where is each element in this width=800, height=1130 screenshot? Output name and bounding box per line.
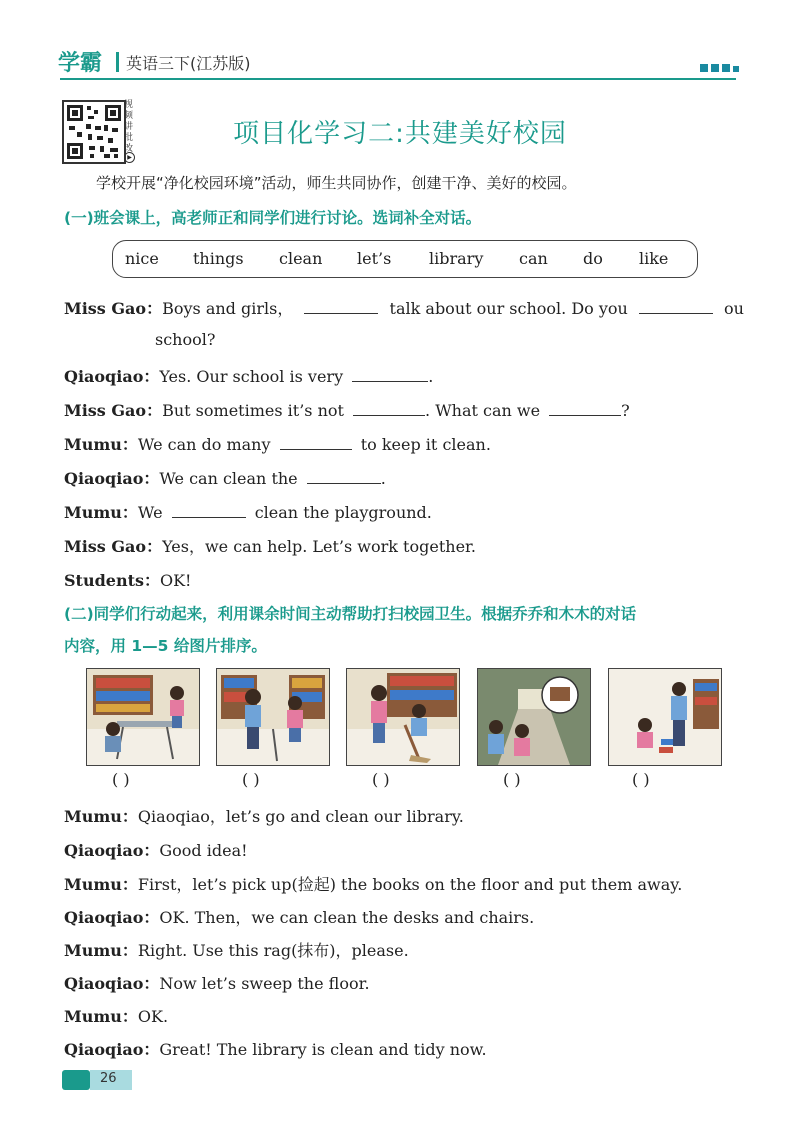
dialogue2-line (64, 1004, 168, 1027)
dialogue1-line (64, 364, 433, 387)
word-bank-item: nice (125, 249, 159, 268)
speaker: Mumu： (64, 503, 138, 522)
line-text: First，let’s pick up(捡起) the books on the floor and put them away. (137, 875, 683, 894)
answer-blank[interactable] (549, 401, 621, 416)
line-text: school? (155, 330, 216, 349)
section2-heading-line1: (二)同学们行动起来，利用课余时间主动帮助打扫校园卫生。根据乔乔和木木的对话 (64, 605, 637, 623)
speaker: Miss Gao： (64, 299, 163, 318)
line-text: Yes，we can help. Let’s work together. (162, 537, 477, 556)
line-text: Good idea! (159, 841, 248, 860)
line-text: Yes. Our school is very (159, 367, 349, 386)
dialogue1-line (64, 534, 476, 557)
qr-caption: 视频讲批改 (124, 100, 134, 154)
answer-paren-1[interactable]: ( ) (112, 770, 130, 789)
line-text: Now let’s sweep the floor. (159, 974, 370, 993)
brand-divider (116, 52, 119, 72)
picture-2 (216, 668, 330, 766)
dialogue1-line (64, 432, 491, 455)
speaker: Qiaoqiao： (64, 974, 160, 993)
line-text: ? (621, 401, 630, 420)
answer-blank[interactable] (639, 299, 713, 314)
speaker: Students： (64, 571, 160, 590)
dialogue2-line (64, 905, 534, 928)
line-text: Qiaoqiao，let’s go and clean our library. (137, 807, 464, 826)
section2-heading-line2: 内容，用 1—5 给图片排序。 (64, 637, 267, 655)
line-text: Right. Use this rag(抹布)，please. (137, 941, 409, 960)
dialogue2-line (64, 1037, 487, 1060)
word-bank-item: do (583, 249, 603, 268)
play-icon[interactable]: ▶ (124, 152, 135, 163)
pencil-icon (62, 1070, 90, 1090)
brand-logo: 学霸 (58, 51, 103, 76)
line-text: Boys and girls， (162, 299, 294, 318)
dialogue1-line (64, 466, 386, 489)
word-bank-item: library (429, 249, 484, 268)
answer-blank[interactable] (304, 299, 378, 314)
line-text: . (380, 469, 386, 488)
speaker: Mumu： (64, 435, 138, 454)
line-text: . (428, 367, 434, 386)
line-text: Great! The library is clean and tidy now. (159, 1040, 487, 1059)
line-text: We can clean the (159, 469, 303, 488)
answer-blank[interactable] (307, 469, 381, 484)
line-text: to keep it clean. (355, 435, 491, 454)
speaker: Mumu： (64, 941, 138, 960)
speaker: Qiaoqiao： (64, 367, 160, 386)
speaker: Miss Gao： (64, 401, 163, 420)
picture-3 (346, 668, 460, 766)
word-bank-item: like (639, 249, 669, 268)
answer-blank[interactable] (280, 435, 352, 450)
header-squares (700, 64, 739, 72)
word-bank-item: let’s (357, 249, 392, 268)
word-bank-item: can (519, 249, 548, 268)
answer-paren-3[interactable]: ( ) (372, 770, 390, 789)
answer-blank[interactable] (352, 367, 428, 382)
line-text: OK. Then，we can clean the desks and chairs. (159, 908, 535, 927)
dialogue2-line (64, 938, 409, 961)
word-bank-item: things (193, 249, 244, 268)
line-text: OK! (159, 571, 192, 590)
line-text: ou (724, 299, 744, 318)
picture-1 (86, 668, 200, 766)
speaker: Qiaoqiao： (64, 469, 160, 488)
page-title: 项目化学习二:共建美好校园 (233, 119, 567, 149)
dialogue1-line (155, 330, 215, 349)
dialogue1-line (64, 500, 432, 523)
picture-4 (477, 668, 591, 766)
line-text: clean the playground. (249, 503, 432, 522)
speaker: Qiaoqiao： (64, 841, 160, 860)
speaker: Miss Gao： (64, 537, 163, 556)
speaker: Mumu： (64, 807, 138, 826)
book-title: 英语三下(江苏版) (126, 54, 251, 73)
answer-blank[interactable] (353, 401, 425, 416)
line-text: We (137, 503, 168, 522)
line-text: talk about our school. Do you (389, 299, 633, 318)
speaker: Mumu： (64, 875, 138, 894)
dialogue2-line (64, 838, 248, 861)
dialogue2-line (64, 872, 682, 895)
section1-heading: (一)班会课上，高老师正和同学们进行讨论。选词补全对话。 (64, 209, 482, 227)
speaker: Qiaoqiao： (64, 908, 160, 927)
answer-paren-4[interactable]: ( ) (503, 770, 521, 789)
answer-blank[interactable] (172, 503, 246, 518)
dialogue2-line (64, 971, 370, 994)
line-text: But sometimes it’s not (162, 401, 350, 420)
page-number: 26 (100, 1071, 117, 1086)
answer-paren-5[interactable]: ( ) (632, 770, 650, 789)
dialogue1-line (64, 568, 191, 591)
word-bank (112, 240, 698, 278)
dialogue2-line (64, 804, 464, 827)
picture-5 (608, 668, 722, 766)
word-bank-item: clean (279, 249, 323, 268)
answer-paren-2[interactable]: ( ) (242, 770, 260, 789)
line-text: . What can we (425, 401, 546, 420)
speaker: Qiaoqiao： (64, 1040, 160, 1059)
header-rule (60, 78, 736, 80)
intro-text: 学校开展“净化校园环境”活动，师生共同协作，创建干净、美好的校园。 (96, 174, 577, 192)
dialogue1-line (64, 398, 630, 421)
speaker: Mumu： (64, 1007, 138, 1026)
line-text: We can do many (137, 435, 276, 454)
dialogue1-line (64, 296, 744, 319)
line-text: OK. (137, 1007, 169, 1026)
